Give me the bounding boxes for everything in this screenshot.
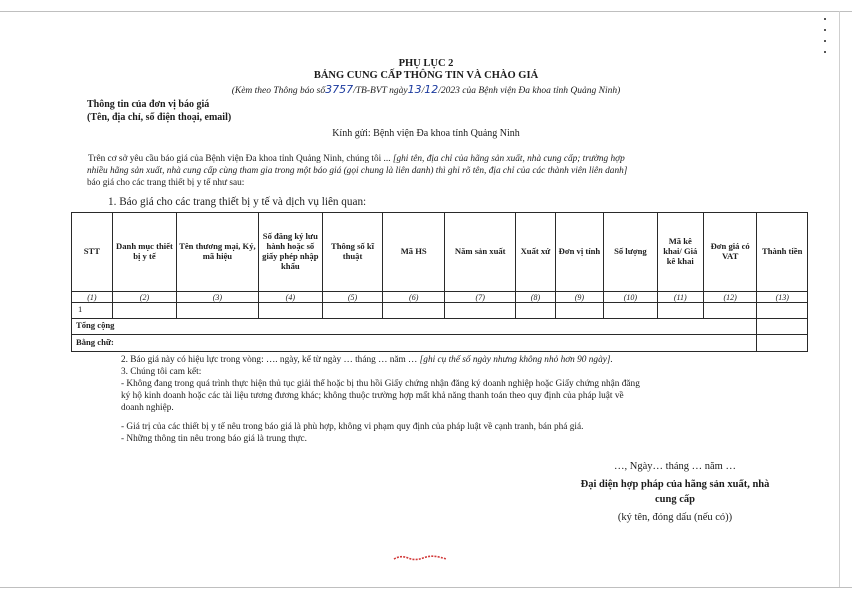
subtitle-sep: / (421, 86, 425, 96)
intro-line-3: báo giá cho các trang thiết bị y tế như sau: (87, 178, 245, 188)
empty-cell (323, 302, 383, 318)
handwritten-day: 13 (407, 83, 422, 96)
section-2 (121, 355, 613, 366)
red-stamp-mark-icon (393, 554, 447, 562)
quotation-table (71, 212, 808, 352)
intro-italic-1: [ghi tên, địa chỉ của hãng sản xuất, nhà cung cấp; trường hợp (392, 154, 625, 164)
header-cell: Danh mục thiết bị y tế (112, 213, 176, 292)
header-cell: Tên thương mại, Ký, mã hiệu (177, 213, 259, 292)
column-number: (1) (72, 292, 113, 303)
column-number-row (72, 292, 808, 303)
column-number: (8) (516, 292, 556, 303)
table-header-row (72, 213, 808, 292)
unit-info-title: Thông tin của đơn vị báo giá (87, 99, 210, 110)
amount-in-words-row (72, 335, 808, 352)
form-title: BẢNG CUNG CẤP THÔNG TIN VÀ CHÀO GIÁ (313, 70, 539, 81)
greeting: Kính gửi: Bệnh viện Đa khoa tỉnh Quảng Ninh (332, 128, 520, 139)
header-cell: Số đăng ký lưu hành hoặc số giấy phép nhập khẩu (258, 213, 322, 292)
empty-cell (703, 302, 757, 318)
header-cell: STT (72, 213, 113, 292)
empty-cell (555, 302, 603, 318)
empty-cell (757, 302, 808, 318)
total-label: Tổng cộng (72, 318, 757, 335)
intro-plain: Trên cơ sở yêu cầu báo giá của Bệnh viện Đa khoa tỉnh Quảng Ninh, chúng tôi ... (88, 154, 391, 164)
appendix-title: PHỤ LỤC 2 (398, 58, 454, 69)
commitment-line: - Những thông tin nêu trong báo giá là trung thực. (121, 434, 307, 444)
commitment-line: - Giá trị của các thiết bị y tế nêu trong báo giá là phù hợp, không vi phạm quy định của pháp luật về cạnh tranh, bán phá giá. (121, 422, 584, 432)
column-number: (5) (323, 292, 383, 303)
header-cell: Năm sản xuất (445, 213, 516, 292)
section-3-heading: 3. Chúng tôi cam kết: (121, 367, 202, 377)
column-number: (9) (555, 292, 603, 303)
column-number: (10) (604, 292, 658, 303)
scan-marks (824, 18, 828, 62)
amount-in-words-cell (757, 335, 808, 352)
signer-title: Đại diện hợp pháp của hãng sản xuất, nhà (580, 479, 770, 490)
row-index: 1 (72, 302, 113, 318)
page-border-top (0, 11, 852, 12)
commitment-line: - Không đang trong quá trình thực hiện thủ tục giải thể hoặc bị thu hồi Giấy chứng nhận đăng ký doanh nghiệp hoặc Giấy chứng nhận đăng (121, 379, 640, 389)
column-number: (11) (657, 292, 703, 303)
intro-line-1 (88, 154, 625, 165)
column-number: (4) (258, 292, 322, 303)
column-number: (13) (757, 292, 808, 303)
unit-info-fields: (Tên, địa chỉ, số điện thoại, email) (87, 112, 232, 123)
commitment-line: doanh nghiệp. (121, 403, 174, 413)
signer-note: (ký tên, đóng dấu (nếu có)) (617, 512, 733, 523)
header-cell: Thành tiền (757, 213, 808, 292)
header-cell: Mã HS (383, 213, 445, 292)
empty-cell (604, 302, 658, 318)
commitment-line: ký hộ kinh doanh hoặc các tài liệu tương đương khác; không thuộc trường hợp mất khả năng thanh toán theo quy định của pháp luật về (121, 391, 624, 401)
empty-cell (112, 302, 176, 318)
empty-cell (177, 302, 259, 318)
total-value-cell (757, 318, 808, 335)
handwritten-notice-number: 3757 (325, 83, 354, 96)
column-number: (2) (112, 292, 176, 303)
header-cell: Số lượng (604, 213, 658, 292)
subtitle-suffix: /2023 của Bệnh viện Đa khoa tỉnh Quảng Ninh) (438, 86, 621, 96)
empty-cell (657, 302, 703, 318)
date-line: …, Ngày… tháng … năm … (614, 461, 736, 472)
validity-text: 2. Báo giá này có hiệu lực trong vòng: …. ngày, kể từ ngày … tháng … năm … (121, 355, 418, 365)
header-cell: Đơn vị tính (555, 213, 603, 292)
empty-cell (445, 302, 516, 318)
header-cell: Xuất xứ (516, 213, 556, 292)
total-row (72, 318, 808, 335)
subtitle-mid: /TB-BVT ngày (353, 86, 408, 96)
amount-in-words-label: Bằng chữ: (72, 335, 757, 352)
page-border-right (839, 11, 840, 587)
signer-title-cont: cung cấp (655, 494, 695, 505)
header-cell: Đơn giá có VAT (703, 213, 757, 292)
column-number: (3) (177, 292, 259, 303)
empty-cell (383, 302, 445, 318)
subtitle-prefix: (Kèm theo Thông báo số (231, 86, 326, 96)
validity-note: [ghi cụ thể số ngày nhưng không nhỏ hơn 90 ngày]. (419, 355, 613, 365)
page-border-bottom (0, 587, 852, 588)
column-number: (7) (445, 292, 516, 303)
header-cell: Thông số kĩ thuật (323, 213, 383, 292)
section-1-heading: 1. Báo giá cho các trang thiết bị y tế và dịch vụ liên quan: (108, 196, 367, 208)
column-number: (6) (383, 292, 445, 303)
table-row (72, 302, 808, 318)
header-cell: Mã kê khai/ Giá kê khai (657, 213, 703, 292)
column-number: (12) (703, 292, 757, 303)
subtitle-line (0, 83, 852, 96)
empty-cell (258, 302, 322, 318)
intro-line-2: nhiều hãng sản xuất, nhà cung cấp cùng tham gia trong một báo giá (gọi chung là liên danh) thì ghi rõ tên, địa chỉ của các thành viên liên danh] (87, 166, 628, 176)
empty-cell (516, 302, 556, 318)
handwritten-month: 12 (424, 83, 439, 96)
